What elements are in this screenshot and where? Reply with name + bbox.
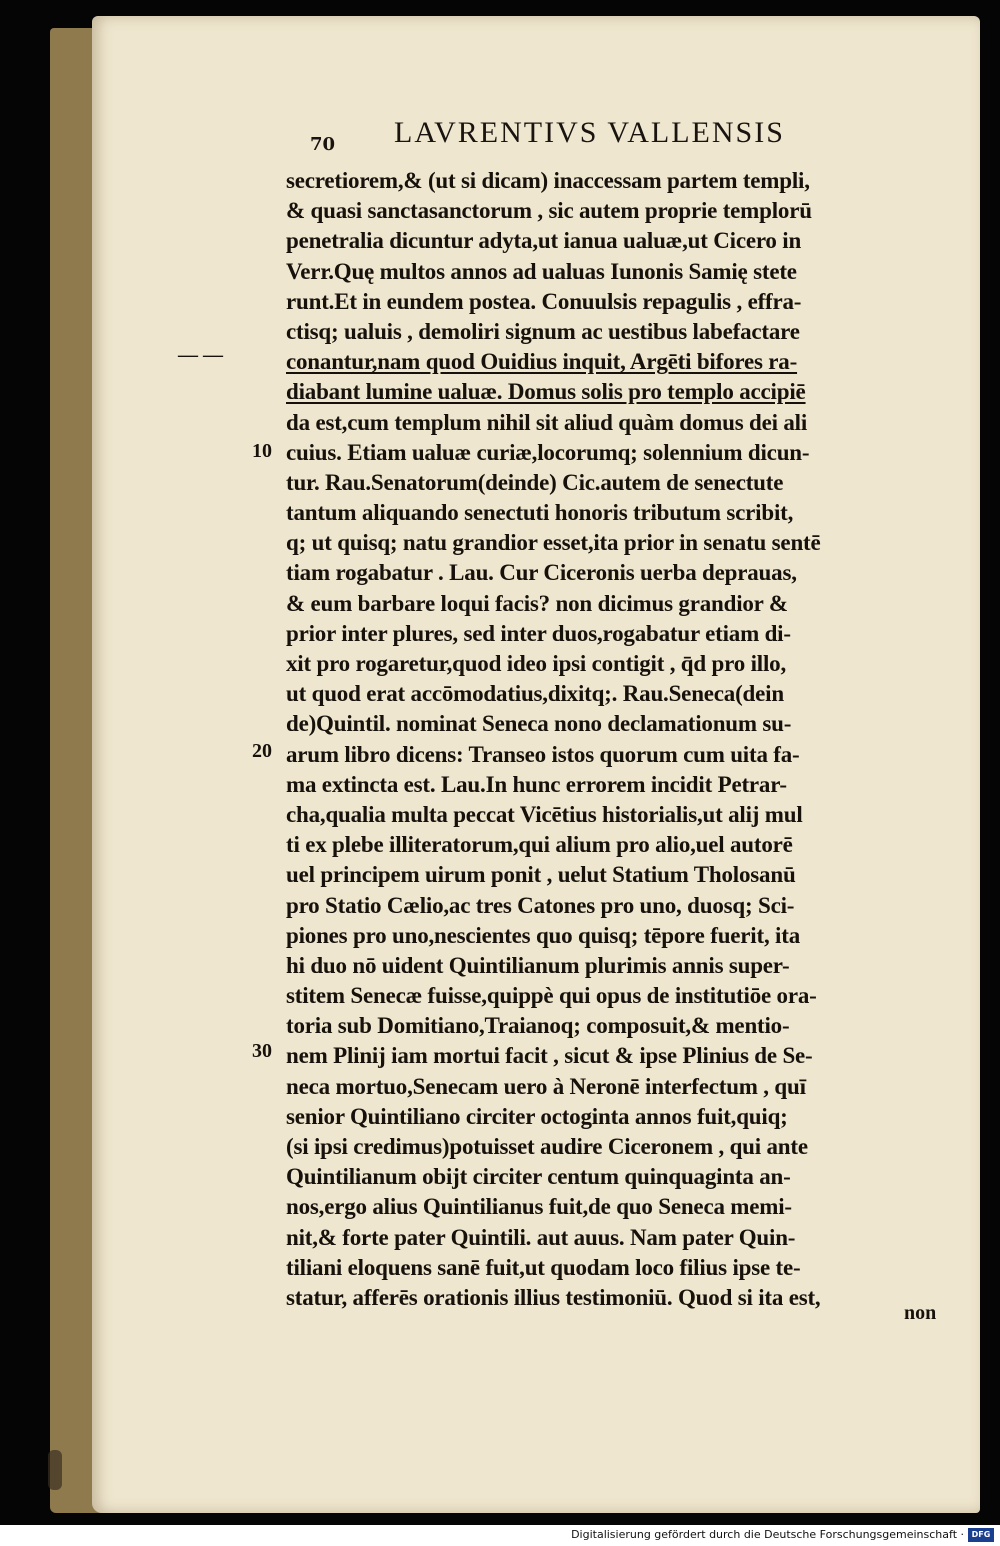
- margin-line-number-20: 20: [252, 740, 272, 762]
- text-line: diabant lumine ualuæ. Domus solis pro templo accipiē: [286, 379, 806, 405]
- ink-stain: [48, 1450, 62, 1490]
- text-line: piones pro uno,nescientes quo quisq; tēpore fuerit, ita: [286, 922, 801, 948]
- catchword: non: [904, 1302, 937, 1324]
- text-line: ut quod erat accōmodatius,dixitq;. Rau.Seneca(dein: [286, 681, 784, 707]
- text-line: uel principem uirum ponit , uelut Statium Tholosanū: [286, 862, 796, 888]
- text-line: runt.Et in eundem postea. Conuulsis repagulis , effra-: [286, 288, 802, 314]
- book-page: [92, 16, 980, 1513]
- text-line: secretiorem,& (ut si dicam) inaccessam partem templi,: [286, 168, 810, 193]
- text-line: ti ex plebe illiteratorum,qui alium pro alio,uel autorē: [286, 832, 793, 858]
- text-line: stitem Senecæ fuisse,quippè qui opus de institutiōe ora-: [286, 983, 817, 1009]
- text-line: tiliani eloquens sanē fuit,ut quodam loco filius ipse te-: [286, 1254, 801, 1280]
- text-line: tur. Rau.Senatorum(deinde) Cic.autem de senectute: [286, 469, 784, 495]
- text-line: & quasi sanctasanctorum , sic autem proprie templorū: [286, 198, 812, 224]
- dfg-logo-icon: DFG: [968, 1528, 994, 1542]
- text-line: q; ut quisq; natu grandior esset,ita prior in senatu sentē: [286, 530, 821, 556]
- text-line: nos,ergo alius Quintilianus fuit,de quo Seneca memi-: [286, 1194, 792, 1220]
- text-line: & eum barbare loqui facis? non dicimus grandior &: [286, 590, 788, 616]
- running-title: LAVRENTIVS VALLENSIS: [394, 116, 785, 149]
- text-line: Verr.Quę multos annos ad ualuas Iunonis Samię stete: [286, 258, 797, 284]
- text-line: tiam rogabatur . Lau. Cur Ciceronis uerba deprauas,: [286, 560, 797, 586]
- text-line: nem Plinij iam mortui facit , sicut & ipse Plinius de Se-: [286, 1043, 813, 1069]
- text-line: hi duo nō uident Quintilianum plurimis annis super-: [286, 952, 790, 978]
- text-line: prior inter plures, sed inter duos,rogabatur etiam di-: [286, 620, 791, 646]
- text-line: tantum aliquando senectuti honoris tributum scribit,: [286, 500, 794, 526]
- text-line: xit pro rogaretur,quod ideo ipsi contigit , q̄d pro illo,: [286, 651, 786, 676]
- text-line: cuius. Etiam ualuæ curiæ,locorumq; solennium dicun-: [286, 439, 810, 465]
- margin-line-number-10: 10: [252, 440, 272, 462]
- text-line: Quintilianum obijt circiter centum quinquaginta an-: [286, 1164, 791, 1190]
- funding-credit: Digitalisierung gefördert durch die Deutsche Forschungsgemeinschaft ·: [571, 1528, 964, 1541]
- text-line: nit,& forte pater Quintili. aut auus. Nam pater Quin-: [286, 1224, 796, 1250]
- text-line: penetralia dicuntur adyta,ut ianua ualuæ,ut Cicero in: [286, 228, 802, 254]
- text-line: (si ipsi credimus)potuisset audire Ciceronem , qui ante: [286, 1134, 808, 1159]
- page-header: [92, 116, 980, 156]
- text-line: ma extincta est. Lau.In hunc errorem incidit Petrar-: [286, 771, 787, 797]
- text-line: arum libro dicens: Transeo istos quorum cum uita fa-: [286, 741, 800, 767]
- body-text: [286, 166, 956, 1313]
- text-line: pro Statio Cælio,ac tres Catones pro uno, duosq; Sci-: [286, 892, 795, 918]
- text-line: de)Quintil. nominat Seneca nono declamationum su-: [286, 711, 792, 737]
- footer-bar: [0, 1525, 1000, 1546]
- text-line: ctisq; ualuis , demoliri signum ac uestibus labefactare: [286, 318, 800, 344]
- margin-dash-mark: — —: [178, 344, 223, 366]
- text-line: statur, afferēs orationis illius testimoniū. Quod si ita est,: [286, 1284, 821, 1310]
- text-line: neca mortuo,Senecam uero à Neronē interfectum , quī: [286, 1073, 806, 1099]
- margin-line-number-30: 30: [252, 1040, 272, 1062]
- text-line: conantur,nam quod Ouidius inquit, Argēti bifores ra-: [286, 349, 798, 375]
- text-line: senior Quintiliano circiter octoginta annos fuit,quiq;: [286, 1103, 788, 1129]
- text-line: toria sub Domitiano,Traianoq; composuit,& mentio-: [286, 1013, 790, 1039]
- text-line: da est,cum templum nihil sit aliud quàm domus dei ali: [286, 409, 808, 435]
- text-line: cha,qualia multa peccat Vicētius historialis,ut alij mul: [286, 801, 803, 827]
- page-number: 70: [310, 134, 336, 155]
